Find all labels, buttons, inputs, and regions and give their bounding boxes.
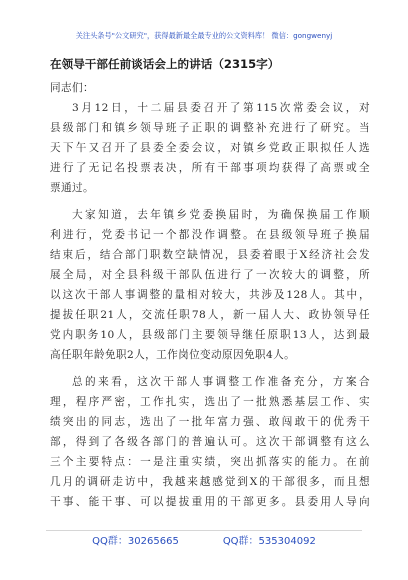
body-line: 党内职务10人，县级部门主要领导继任原职13人，达到最 <box>50 329 370 341</box>
document-title: 在领导干部任前谈话会上的讲话（2315字） <box>50 57 280 71</box>
footer-divider <box>46 530 362 531</box>
footer-qq-group-2: QQ群：535304092 <box>222 536 316 547</box>
body-line: 进行了无记名投票表决，所有干部事项均获得了高票或全 <box>50 162 370 174</box>
body-line: 几月的调研走访中，我越来越感觉到X的干部很多，而且想 <box>50 476 370 488</box>
footer <box>0 532 408 547</box>
body-line: 天下午又召开了县委全委会议，对镇乡党政正职拟任人选 <box>50 142 370 154</box>
body-line: 票通过。 <box>50 182 94 194</box>
body-line: 县级部门和镇乡领导班子正职的调整补充进行了研究。当 <box>50 122 370 134</box>
body-line: 干事、能干事、可以提拔重用的干部更多。县委用人导向 <box>50 496 370 508</box>
body-line: 三个主要特点：一是注重实绩，突出抓落实的能力。在前 <box>50 456 370 468</box>
body-line: 结束后，结合部门职数空缺情况，县委着眼于X经济社会发 <box>50 249 370 261</box>
body-line: 高任职年龄免职2人，工作岗位变动原因免职4人。 <box>50 349 296 361</box>
body-line: 总的来看，这次干部人事调整工作准备充分，方案合 <box>72 376 370 388</box>
body-line: 理，程序严密，工作扎实，选出了一批熟悉基层工作、实 <box>50 396 370 408</box>
footer-qq-group-1: QQ群：30265665 <box>92 536 179 547</box>
top-banner-text: 关注头条号"公文研究"，获得最新最全最专业的公文资料库！ 微信：gongwenyj <box>75 31 333 40</box>
body-line: 3月12日，十二届县委召开了第115次常委会议，对 <box>72 102 370 114</box>
body-line: 大家知道，去年镇乡党委换届时，为确保换届工作顺 <box>72 209 370 221</box>
body-line: 部，得到了各级各部门的普遍认可。这次干部调整有这么 <box>50 436 370 448</box>
salutation: 同志们： <box>50 82 94 94</box>
body-line: 利进行，党委书记一个都没作调整。在县级领导班子换届 <box>50 229 370 241</box>
body-line: 提拔任职21人，交流任职78人，新一届人大、政协领导任 <box>50 309 370 321</box>
body-line: 绩突出的同志，选出了一批年富力强、敢闯敢干的优秀干 <box>50 416 370 428</box>
body-line: 展全局，对全县科级干部队伍进行了一次较大的调整，所 <box>50 269 370 281</box>
body-line: 以这次干部人事调整的量相对较大，共涉及128人。其中， <box>50 289 370 301</box>
